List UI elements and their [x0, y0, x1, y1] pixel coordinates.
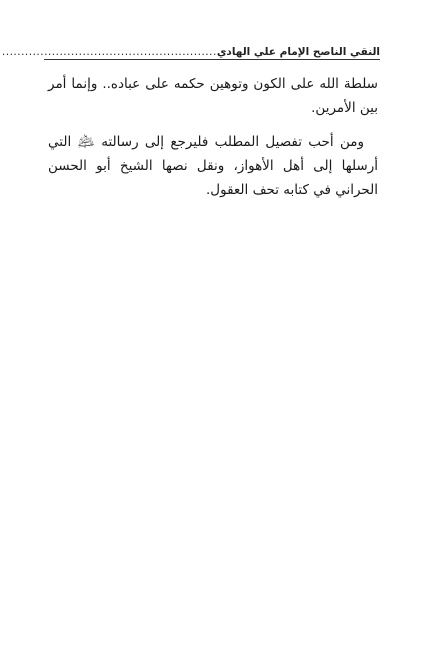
header-leader-dots: ........................................................ [1, 46, 217, 58]
body-text [48, 72, 378, 212]
running-header [1, 40, 380, 58]
paragraph: ومن أحب تفصيل المطلب فليرجع إلى رسالته ﵇ التي أرسلها إلى أهل الأهواز، ونقل نصها الشيخ أبو الحسن الحراني في كتابه تحف العقول. [48, 134, 378, 198]
book-title: النقي الناصح الإمام علي الهادي [216, 46, 380, 58]
header-rule [44, 59, 380, 60]
paragraph: سلطة الله على الكون وتوهين حكمه على عباده.. وإنما أمر بين الأمرين. [48, 76, 378, 116]
